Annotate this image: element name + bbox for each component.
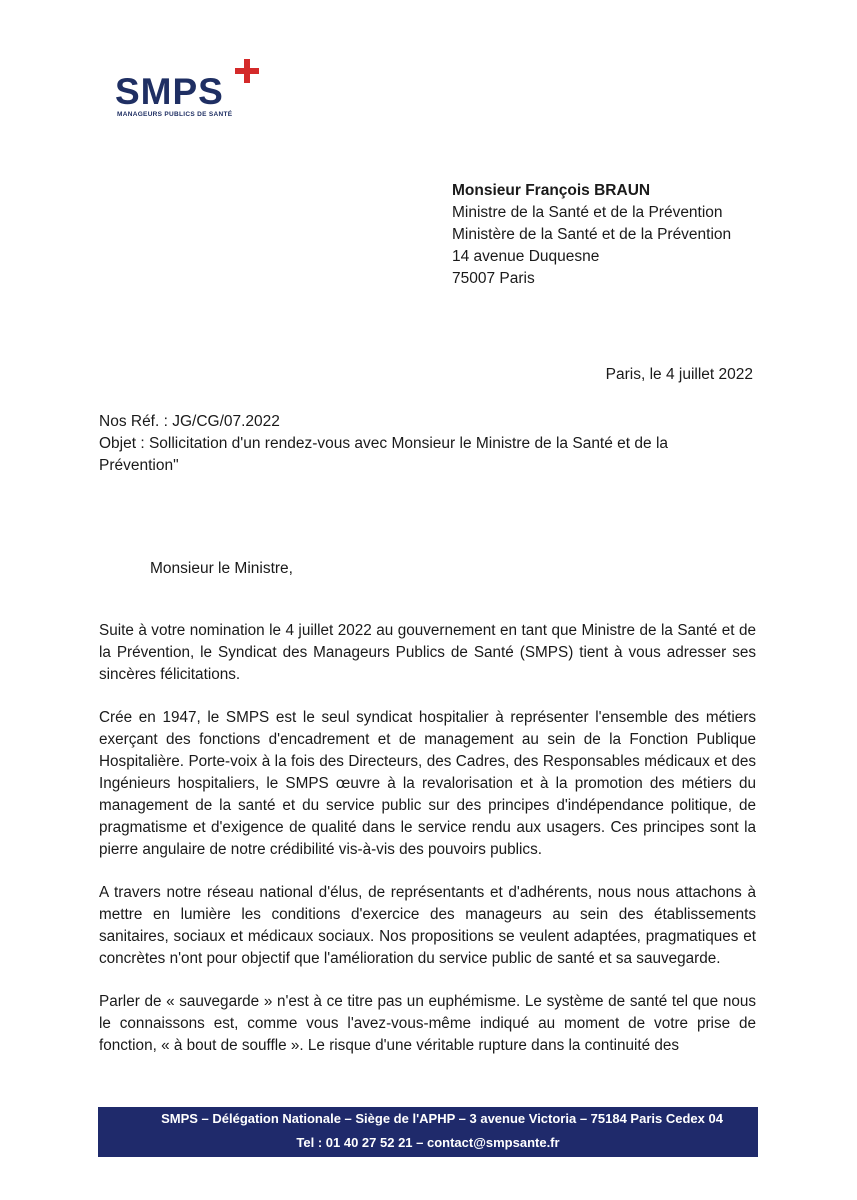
reference: Nos Réf. : JG/CG/07.2022 xyxy=(99,413,280,430)
logo-text: SMPS xyxy=(115,71,224,112)
letter-date: Paris, le 4 juillet 2022 xyxy=(605,366,753,383)
recipient-line: 14 avenue Duquesne xyxy=(452,248,600,265)
medical-cross-icon xyxy=(233,57,261,85)
paragraph: Suite à votre nomination le 4 juillet 2022 au gouvernement en tant que Ministre de la Santé et de la Prévention, le Syndicat des Manageurs Publics de Santé (SMPS) tient à vous adresser ses sincères félicitations. xyxy=(99,622,756,683)
reference-block xyxy=(99,411,719,477)
smps-logo xyxy=(115,55,275,125)
footer-address: SMPS – Délégation Nationale – Siège de l'APHP – 3 avenue Victoria – 75184 Paris Cedex 04 xyxy=(161,1111,723,1126)
letter-body xyxy=(99,620,756,1078)
paragraph: A travers notre réseau national d'élus, de représentants et d'adhérents, nous nous attachons à mettre en lumière les conditions d'exercice des manageurs au sein des établissements sanitaires, sociaux et médicaux sociaux. Nos propositions se veulent adaptées, pragmatiques et concrètes n'ont pour objectif que l'amélioration du service public de santé et sa sauvegarde. xyxy=(99,884,756,967)
subject: Objet : Sollicitation d'un rendez-vous avec Monsieur le Ministre de la Santé et de la Prévention" xyxy=(99,435,669,474)
paragraph: Crée en 1947, le SMPS est le seul syndicat hospitalier à représenter l'ensemble des métiers exerçant des fonctions d'encadrement et de management au sein de la Fonction Publique Hospitalière. Porte-voix à la fois des Directeurs, des Cadres, des Responsables médicaux et des Ingénieurs hospitaliers, le SMPS œuvre à la revalorisation et à la promotion des métiers du management de la santé et du service public sur des principes d'indépendance politique, de pragmatisme et d'exigence de qualité dans le service rendu aux usagers. Ces principes sont la pierre angulaire de notre crédibilité vis-à-vis des pouvoirs publics. xyxy=(99,709,756,858)
logo-tagline: MANAGEURS PUBLICS DE SANTÉ xyxy=(117,111,233,118)
footer-banner xyxy=(98,1107,758,1157)
recipient-line: Ministère de la Santé et de la Prévention xyxy=(452,226,732,243)
paragraph: Parler de « sauvegarde » n'est à ce titre pas un euphémisme. Le système de santé tel que nous le connaissons est, comme vous l'avez-vous-même indiqué au moment de votre prise de fonction, « à bout de souffle ». Le risque d'une véritable rupture dans la continuité des xyxy=(99,993,756,1054)
recipient-name: Monsieur François BRAUN xyxy=(452,182,651,199)
recipient-line: 75007 Paris xyxy=(452,270,535,287)
recipient-address xyxy=(452,180,731,290)
salutation: Monsieur le Ministre, xyxy=(150,560,293,577)
recipient-line: Ministre de la Santé et de la Prévention xyxy=(452,204,723,221)
footer-contact: Tel : 01 40 27 52 21 – contact@smpsante.fr xyxy=(296,1135,560,1150)
